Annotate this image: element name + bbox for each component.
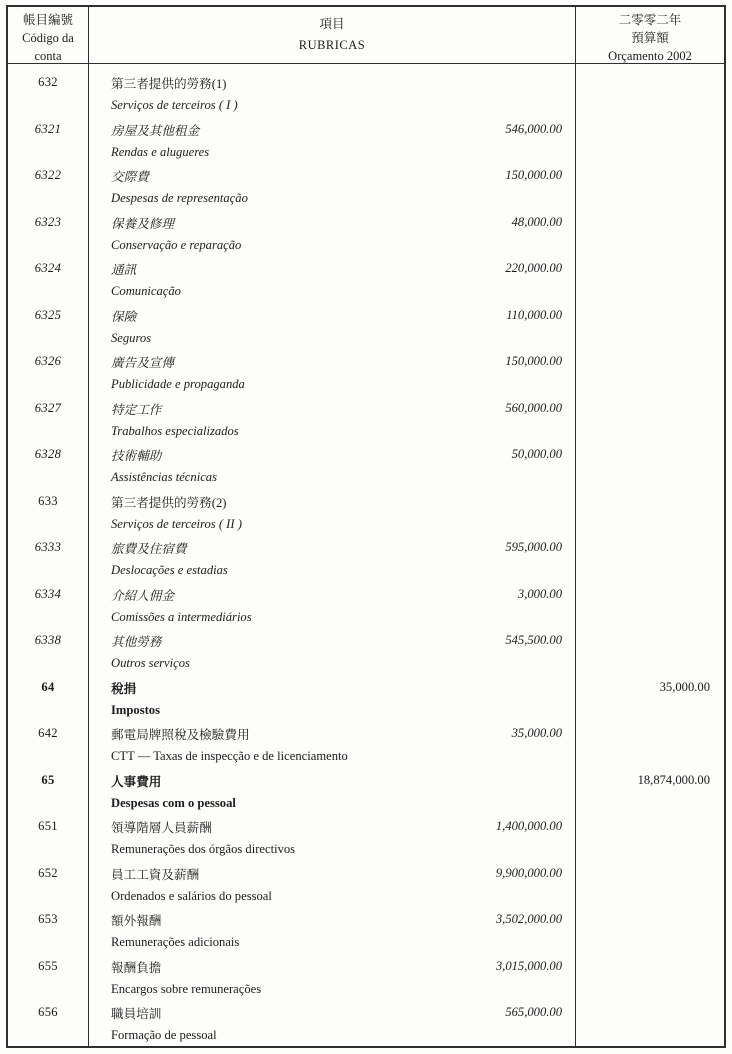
- account-code: 6333: [34, 540, 62, 555]
- header-budget-pt: Orçamento 2002: [608, 48, 692, 63]
- item-label: 人事費用: [111, 774, 162, 789]
- table-row: [8, 652, 724, 675]
- item-cell: [88, 538, 576, 557]
- item-amount: 545,500.00: [505, 633, 562, 648]
- table-row: [8, 606, 724, 629]
- account-code: 6324: [34, 261, 62, 276]
- table-row: [8, 373, 724, 396]
- item-cell: [88, 703, 576, 718]
- table-row: [8, 118, 724, 141]
- item-label: Remunerações dos órgãos directivos: [111, 842, 296, 857]
- item-label: Ordenados e salários do pessoal: [111, 888, 272, 903]
- item-cell: [88, 145, 576, 160]
- item-cell: [88, 1003, 576, 1022]
- account-code: 64: [41, 679, 55, 694]
- item-label: 介紹人佣金: [111, 588, 174, 603]
- item-label: 第三者提供的勞務(2): [111, 495, 227, 510]
- item-label: Publicidade e propaganda: [111, 377, 245, 392]
- item-cell: [88, 306, 576, 325]
- item-cell: [88, 352, 576, 371]
- header-cell-account-code: [8, 7, 88, 65]
- item-cell: [88, 842, 576, 857]
- item-cell: [88, 631, 576, 650]
- table-row: [8, 164, 724, 187]
- item-label: 技術輔助: [111, 449, 162, 464]
- column-divider-right: [575, 7, 576, 1046]
- account-code: 65: [41, 772, 55, 787]
- header-items-zh: 項目: [319, 17, 345, 31]
- item-label: Rendas e alugueres: [111, 144, 210, 159]
- item-label: Despesas com o pessoal: [111, 795, 236, 810]
- item-label: Deslocações e estadias: [111, 563, 228, 578]
- table-row: [8, 885, 724, 908]
- table-row: [8, 838, 724, 861]
- item-cell: [88, 120, 576, 139]
- table-row: [8, 513, 724, 536]
- table-row: [8, 280, 724, 303]
- item-amount: 48,000.00: [511, 214, 562, 229]
- item-cell: [88, 610, 576, 625]
- item-label: Seguros: [111, 330, 152, 345]
- table-row: [8, 211, 724, 234]
- header-cell-items: [88, 7, 576, 65]
- item-label: 通訊: [111, 263, 137, 278]
- item-cell: [88, 889, 576, 904]
- item-cell: [88, 73, 576, 92]
- header-budget-zh-line2: 預算額: [631, 30, 669, 45]
- item-cell: [88, 492, 576, 511]
- table-row: [8, 815, 724, 838]
- item-cell: [88, 864, 576, 883]
- item-amount: 3,015,000.00: [495, 958, 562, 973]
- item-label: 保險: [111, 309, 137, 324]
- item-cell: [88, 259, 576, 278]
- item-label: 保養及修理: [111, 216, 174, 231]
- table-row: [8, 955, 724, 978]
- item-cell: [88, 166, 576, 185]
- item-cell: [88, 191, 576, 206]
- item-cell: [88, 982, 576, 997]
- item-label: 第三者提供的勞務(1): [111, 77, 227, 92]
- item-label: Despesas de representação: [111, 191, 248, 206]
- item-cell: [88, 656, 576, 671]
- account-code: 6327: [34, 400, 62, 415]
- table-row: [8, 559, 724, 582]
- item-amount: 35,000.00: [511, 726, 562, 741]
- account-code: 6322: [34, 168, 62, 183]
- item-label: 員工工資及薪酬: [111, 867, 200, 882]
- item-cell: [88, 331, 576, 346]
- item-label: Encargos sobre remunerações: [111, 981, 262, 996]
- table-row: [8, 443, 724, 466]
- item-amount: 1,400,000.00: [495, 819, 562, 834]
- account-code: 6325: [34, 307, 62, 322]
- item-amount: 3,000.00: [517, 586, 562, 601]
- table-row: [8, 350, 724, 373]
- budget-total: 18,874,000.00: [637, 772, 710, 787]
- item-amount: 9,900,000.00: [495, 865, 562, 880]
- table-row: [8, 908, 724, 931]
- item-amount: 150,000.00: [505, 168, 562, 183]
- table-row: [8, 699, 724, 722]
- item-amount: 595,000.00: [505, 540, 562, 555]
- item-cell: [88, 749, 576, 764]
- item-label: Assistências técnicas: [111, 470, 217, 485]
- item-label: Remunerações adicionais: [111, 935, 240, 950]
- account-code: 632: [38, 75, 58, 90]
- table-row: [8, 978, 724, 1001]
- table-row: [8, 1001, 724, 1024]
- table-row: [8, 94, 724, 117]
- table-row: [8, 304, 724, 327]
- item-cell: [88, 678, 576, 697]
- item-label: 特定工作: [111, 402, 162, 417]
- item-amount: 3,502,000.00: [495, 912, 562, 927]
- table-header: [8, 7, 724, 64]
- table-row: [8, 490, 724, 513]
- item-amount: 560,000.00: [505, 400, 562, 415]
- item-cell: [88, 817, 576, 836]
- item-label: 領導階層人員薪酬: [111, 821, 212, 836]
- column-divider-left: [88, 7, 89, 1046]
- item-cell: [88, 377, 576, 392]
- table-row: [8, 1024, 724, 1046]
- item-amount: 110,000.00: [506, 307, 562, 322]
- item-cell: [88, 563, 576, 578]
- table-row: [8, 327, 724, 350]
- table-row: [8, 745, 724, 768]
- item-amount: 220,000.00: [505, 261, 562, 276]
- item-cell: [88, 771, 576, 790]
- item-label: 房屋及其他租金: [111, 123, 200, 138]
- account-code: 652: [38, 865, 58, 880]
- item-label: 職員培訓: [111, 1007, 162, 1022]
- item-label: Formação de pessoal: [111, 1028, 217, 1043]
- table-row: [8, 257, 724, 280]
- header-budget-zh-line1: 二零零二年: [618, 13, 682, 27]
- item-cell: [88, 399, 576, 418]
- item-cell: [88, 284, 576, 299]
- item-label: 郵電局牌照稅及檢驗費用: [111, 728, 250, 743]
- item-cell: [88, 724, 576, 743]
- table-row: [8, 141, 724, 164]
- item-label: CTT — Taxas de inspecção e de licenciamento: [111, 749, 348, 764]
- account-code: 656: [38, 1005, 58, 1020]
- budget-table: [6, 5, 726, 1048]
- table-row: [8, 466, 724, 489]
- account-code: 6338: [34, 633, 62, 648]
- item-cell: [88, 424, 576, 439]
- account-code: 655: [38, 958, 58, 973]
- item-cell: [88, 470, 576, 485]
- table-row: [8, 397, 724, 420]
- header-code-pt-line2: conta: [34, 48, 62, 63]
- table-row: [8, 536, 724, 559]
- account-code: 633: [38, 493, 58, 508]
- account-code: 6323: [34, 214, 62, 229]
- header-code-zh: 帳目編號: [22, 13, 73, 27]
- item-label: Impostos: [111, 702, 160, 717]
- account-code: 6326: [34, 354, 62, 369]
- item-amount: 50,000.00: [511, 447, 562, 462]
- item-label: 稅捐: [111, 681, 137, 696]
- item-label: Serviços de terceiros ( II ): [111, 516, 242, 531]
- header-code-pt-line1: Código da: [22, 30, 74, 45]
- table-row: [8, 769, 724, 792]
- item-amount: 546,000.00: [505, 121, 562, 136]
- item-label: 廣告及宣傳: [111, 356, 174, 371]
- header-items-pt: RUBRICAS: [298, 37, 366, 52]
- account-code: 642: [38, 726, 58, 741]
- item-label: 其他勞務: [111, 635, 162, 650]
- item-amount: 150,000.00: [505, 354, 562, 369]
- item-cell: [88, 935, 576, 950]
- table-row: [8, 722, 724, 745]
- item-label: 交際費: [111, 170, 149, 185]
- item-label: Comissões a intermediários: [111, 609, 252, 624]
- account-code: 651: [38, 819, 58, 834]
- item-cell: [88, 585, 576, 604]
- table-body: [8, 64, 724, 1046]
- item-cell: [88, 98, 576, 113]
- table-row: [8, 676, 724, 699]
- item-label: Comunicação: [111, 284, 181, 299]
- table-row: [8, 420, 724, 443]
- item-label: Outros serviços: [111, 656, 190, 671]
- item-label: Conservação e reparação: [111, 237, 242, 252]
- item-cell: [88, 213, 576, 232]
- table-row: [8, 862, 724, 885]
- item-cell: [88, 910, 576, 929]
- table-row: [8, 187, 724, 210]
- item-label: 報酬負擔: [111, 960, 162, 975]
- table-row: [8, 792, 724, 815]
- item-label: Trabalhos especializados: [111, 423, 239, 438]
- item-label: 額外報酬: [111, 914, 162, 929]
- account-code: 6328: [34, 447, 62, 462]
- table-row: [8, 931, 724, 954]
- item-cell: [88, 238, 576, 253]
- table-row: [8, 71, 724, 94]
- account-code: 6334: [34, 586, 62, 601]
- item-label: 旅費及住宿費: [111, 542, 187, 557]
- item-cell: [88, 445, 576, 464]
- table-row: [8, 234, 724, 257]
- account-code: 6321: [34, 121, 62, 136]
- item-cell: [88, 1028, 576, 1043]
- header-cell-budget: [576, 7, 724, 65]
- item-cell: [88, 957, 576, 976]
- item-cell: [88, 517, 576, 532]
- account-code: 653: [38, 912, 58, 927]
- item-cell: [88, 796, 576, 811]
- table-row: [8, 629, 724, 652]
- item-amount: 565,000.00: [505, 1005, 562, 1020]
- item-label: Serviços de terceiros ( I ): [111, 98, 238, 113]
- table-row: [8, 583, 724, 606]
- budget-total: 35,000.00: [659, 679, 710, 694]
